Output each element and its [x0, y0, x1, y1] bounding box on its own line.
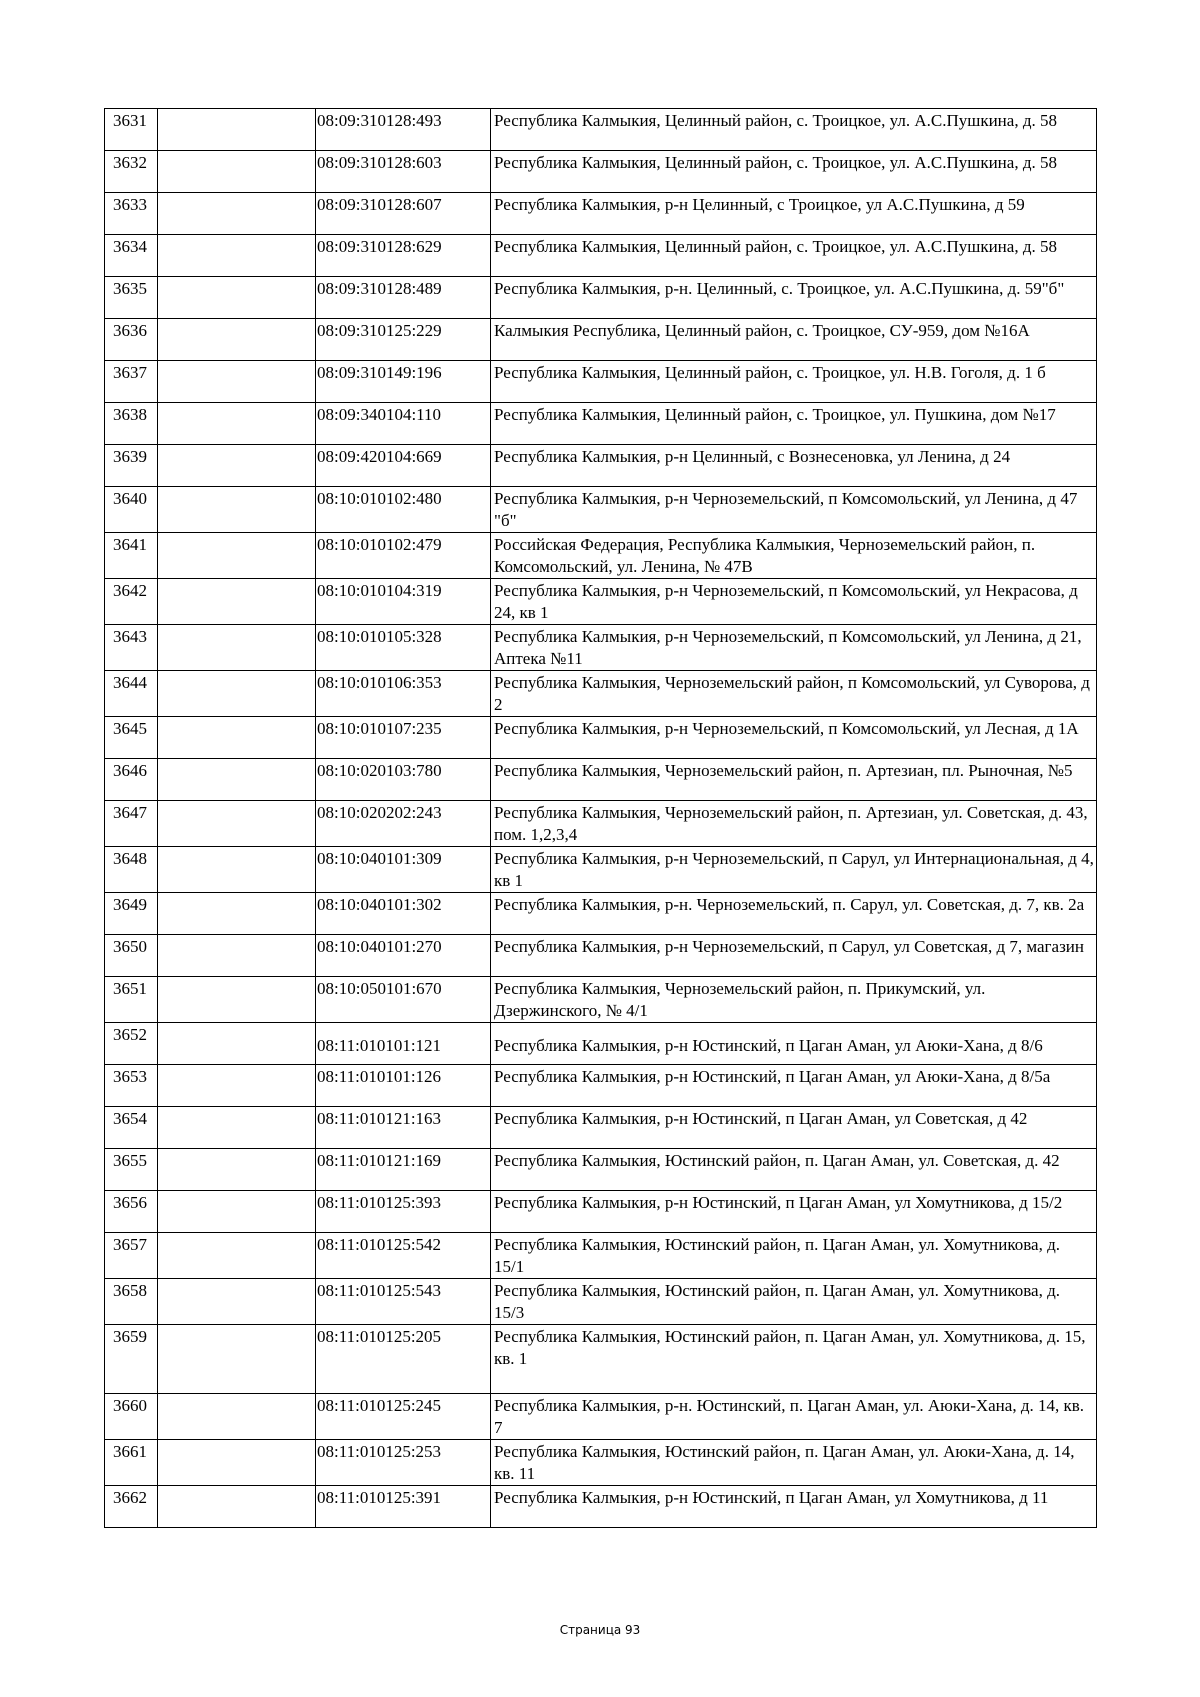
table-row — [105, 403, 1097, 445]
empty-cell — [158, 533, 316, 579]
cadastral-number-cell: 08:11:010125:543 — [316, 1279, 491, 1325]
table-row — [105, 445, 1097, 487]
row-number-cell: 3640 — [105, 487, 158, 533]
row-number-cell: 3651 — [105, 977, 158, 1023]
empty-cell — [158, 235, 316, 277]
empty-cell — [158, 1486, 316, 1528]
address-cell: Республика Калмыкия, Юстинский район, п. Цаган Аман, ул. Советская, д. 42 — [491, 1149, 1097, 1191]
cadastral-number-cell: 08:11:010125:393 — [316, 1191, 491, 1233]
registry-table — [104, 108, 1097, 1528]
cadastral-number-cell: 08:10:020202:243 — [316, 801, 491, 847]
address-cell: Республика Калмыкия, Черноземельский район, п. Прикумский, ул. Дзержинского, № 4/1 — [491, 977, 1097, 1023]
cadastral-number-cell: 08:09:310128:607 — [316, 193, 491, 235]
cadastral-number-cell: 08:11:010121:169 — [316, 1149, 491, 1191]
empty-cell — [158, 801, 316, 847]
row-number-cell: 3632 — [105, 151, 158, 193]
address-cell: Республика Калмыкия, р-н Черноземельский, п Комсомольский, ул Ленина, д 21, Аптека №11 — [491, 625, 1097, 671]
table-row — [105, 319, 1097, 361]
row-number-cell: 3661 — [105, 1440, 158, 1486]
empty-cell — [158, 1279, 316, 1325]
table-row — [105, 935, 1097, 977]
table-row — [105, 533, 1097, 579]
address-cell: Республика Калмыкия, Юстинский район, п. Цаган Аман, ул. Аюки-Хана, д. 14, кв. 11 — [491, 1440, 1097, 1486]
table-row — [105, 193, 1097, 235]
cadastral-number-cell: 08:09:310128:629 — [316, 235, 491, 277]
address-cell: Республика Калмыкия, р-н Юстинский, п Цаган Аман, ул Аюки-Хана, д 8/6 — [491, 1023, 1097, 1065]
table-row — [105, 1325, 1097, 1394]
row-number-cell: 3658 — [105, 1279, 158, 1325]
address-cell: Российская Федерация, Республика Калмыкия, Черноземельский район, п. Комсомольский, ул. Ленина, № 47В — [491, 533, 1097, 579]
empty-cell — [158, 109, 316, 151]
row-number-cell: 3644 — [105, 671, 158, 717]
table-row — [105, 361, 1097, 403]
table-row — [105, 277, 1097, 319]
address-cell: Республика Калмыкия, р-н. Черноземельский, п. Сарул, ул. Советская, д. 7, кв. 2а — [491, 893, 1097, 935]
cadastral-number-cell: 08:11:010101:121 — [316, 1023, 491, 1065]
table-row — [105, 1279, 1097, 1325]
cadastral-number-cell: 08:09:310128:489 — [316, 277, 491, 319]
empty-cell — [158, 403, 316, 445]
address-cell: Республика Калмыкия, р-н Черноземельский, п Сарул, ул Советская, д 7, магазин — [491, 935, 1097, 977]
cadastral-number-cell: 08:10:010106:353 — [316, 671, 491, 717]
table-row — [105, 1065, 1097, 1107]
row-number-cell: 3635 — [105, 277, 158, 319]
cadastral-number-cell: 08:10:040101:302 — [316, 893, 491, 935]
table-row — [105, 579, 1097, 625]
table-row — [105, 625, 1097, 671]
table-row — [105, 801, 1097, 847]
table-row — [105, 893, 1097, 935]
row-number-cell: 3633 — [105, 193, 158, 235]
cadastral-number-cell: 08:10:020103:780 — [316, 759, 491, 801]
row-number-cell: 3652 — [105, 1023, 158, 1065]
address-cell: Республика Калмыкия, р-н Юстинский, п Цаган Аман, ул Советская, д 42 — [491, 1107, 1097, 1149]
empty-cell — [158, 1325, 316, 1394]
empty-cell — [158, 579, 316, 625]
address-cell: Республика Калмыкия, Юстинский район, п. Цаган Аман, ул. Хомутникова, д. 15/1 — [491, 1233, 1097, 1279]
table-row — [105, 235, 1097, 277]
address-cell: Калмыкия Республика, Целинный район, с. Троицкое, СУ-959, дом №16А — [491, 319, 1097, 361]
empty-cell — [158, 1023, 316, 1065]
row-number-cell: 3659 — [105, 1325, 158, 1394]
address-cell: Республика Калмыкия, р-н Черноземельский, п Комсомольский, ул Некрасова, д 24, кв 1 — [491, 579, 1097, 625]
table-row — [105, 847, 1097, 893]
empty-cell — [158, 193, 316, 235]
table-row — [105, 151, 1097, 193]
cadastral-number-cell: 08:09:310128:603 — [316, 151, 491, 193]
address-cell: Республика Калмыкия, Целинный район, с. Троицкое, ул. Пушкина, дом №17 — [491, 403, 1097, 445]
empty-cell — [158, 893, 316, 935]
empty-cell — [158, 1440, 316, 1486]
empty-cell — [158, 319, 316, 361]
row-number-cell: 3642 — [105, 579, 158, 625]
cadastral-number-cell: 08:09:310149:196 — [316, 361, 491, 403]
address-cell: Республика Калмыкия, р-н Черноземельский, п Сарул, ул Интернациональная, д 4, кв 1 — [491, 847, 1097, 893]
address-cell: Республика Калмыкия, р-н. Юстинский, п. Цаган Аман, ул. Аюки-Хана, д. 14, кв. 7 — [491, 1394, 1097, 1440]
cadastral-number-cell: 08:09:310128:493 — [316, 109, 491, 151]
cadastral-number-cell: 08:10:010105:328 — [316, 625, 491, 671]
cadastral-number-cell: 08:10:010104:319 — [316, 579, 491, 625]
address-cell: Республика Калмыкия, р-н Юстинский, п Цаган Аман, ул Аюки-Хана, д 8/5а — [491, 1065, 1097, 1107]
row-number-cell: 3631 — [105, 109, 158, 151]
empty-cell — [158, 361, 316, 403]
row-number-cell: 3655 — [105, 1149, 158, 1191]
row-number-cell: 3656 — [105, 1191, 158, 1233]
table-body — [105, 109, 1097, 1528]
empty-cell — [158, 1107, 316, 1149]
cadastral-number-cell: 08:09:310125:229 — [316, 319, 491, 361]
cadastral-number-cell: 08:11:010125:245 — [316, 1394, 491, 1440]
address-cell: Республика Калмыкия, Целинный район, с. Троицкое, ул. А.С.Пушкина, д. 58 — [491, 235, 1097, 277]
empty-cell — [158, 151, 316, 193]
address-cell: Республика Калмыкия, р-н. Целинный, с. Троицкое, ул. А.С.Пушкина, д. 59"б" — [491, 277, 1097, 319]
table-row — [105, 487, 1097, 533]
table-row — [105, 1107, 1097, 1149]
address-cell: Республика Калмыкия, р-н Черноземельский, п Комсомольский, ул Лесная, д 1А — [491, 717, 1097, 759]
row-number-cell: 3657 — [105, 1233, 158, 1279]
row-number-cell: 3641 — [105, 533, 158, 579]
row-number-cell: 3636 — [105, 319, 158, 361]
cadastral-number-cell: 08:11:010101:126 — [316, 1065, 491, 1107]
empty-cell — [158, 847, 316, 893]
address-cell: Республика Калмыкия, Целинный район, с. Троицкое, ул. А.С.Пушкина, д. 58 — [491, 151, 1097, 193]
empty-cell — [158, 1191, 316, 1233]
empty-cell — [158, 671, 316, 717]
table-row — [105, 1394, 1097, 1440]
cadastral-number-cell: 08:10:010102:479 — [316, 533, 491, 579]
table-row — [105, 717, 1097, 759]
row-number-cell: 3647 — [105, 801, 158, 847]
address-cell: Республика Калмыкия, Черноземельский район, п Комсомольский, ул Суворова, д 2 — [491, 671, 1097, 717]
row-number-cell: 3648 — [105, 847, 158, 893]
empty-cell — [158, 487, 316, 533]
empty-cell — [158, 1394, 316, 1440]
empty-cell — [158, 1065, 316, 1107]
cadastral-number-cell: 08:11:010121:163 — [316, 1107, 491, 1149]
empty-cell — [158, 717, 316, 759]
address-cell: Республика Калмыкия, р-н Целинный, с Троицкое, ул А.С.Пушкина, д 59 — [491, 193, 1097, 235]
address-cell: Республика Калмыкия, Юстинский район, п. Цаган Аман, ул. Хомутникова, д. 15, кв. 1 — [491, 1325, 1097, 1394]
empty-cell — [158, 935, 316, 977]
address-cell: Республика Калмыкия, р-н Юстинский, п Цаган Аман, ул Хомутникова, д 11 — [491, 1486, 1097, 1528]
address-cell: Республика Калмыкия, р-н Целинный, с Вознесеновка, ул Ленина, д 24 — [491, 445, 1097, 487]
cadastral-number-cell: 08:11:010125:542 — [316, 1233, 491, 1279]
table-row — [105, 1023, 1097, 1065]
table-row — [105, 671, 1097, 717]
row-number-cell: 3653 — [105, 1065, 158, 1107]
address-cell: Республика Калмыкия, Целинный район, с. Троицкое, ул. А.С.Пушкина, д. 58 — [491, 109, 1097, 151]
empty-cell — [158, 1149, 316, 1191]
row-number-cell: 3637 — [105, 361, 158, 403]
cadastral-number-cell: 08:09:420104:669 — [316, 445, 491, 487]
row-number-cell: 3643 — [105, 625, 158, 671]
row-number-cell: 3662 — [105, 1486, 158, 1528]
table-row — [105, 977, 1097, 1023]
address-cell: Республика Калмыкия, р-н Юстинский, п Цаган Аман, ул Хомутникова, д 15/2 — [491, 1191, 1097, 1233]
table-row — [105, 1191, 1097, 1233]
empty-cell — [158, 977, 316, 1023]
row-number-cell: 3654 — [105, 1107, 158, 1149]
row-number-cell: 3646 — [105, 759, 158, 801]
table-row — [105, 1486, 1097, 1528]
table-row — [105, 1440, 1097, 1486]
page-number: Страница 93 — [559, 1623, 641, 1637]
row-number-cell: 3638 — [105, 403, 158, 445]
empty-cell — [158, 1233, 316, 1279]
address-cell: Республика Калмыкия, Юстинский район, п. Цаган Аман, ул. Хомутникова, д. 15/3 — [491, 1279, 1097, 1325]
cadastral-number-cell: 08:10:050101:670 — [316, 977, 491, 1023]
row-number-cell: 3660 — [105, 1394, 158, 1440]
empty-cell — [158, 277, 316, 319]
row-number-cell: 3634 — [105, 235, 158, 277]
empty-cell — [158, 625, 316, 671]
cadastral-number-cell: 08:11:010125:205 — [316, 1325, 491, 1394]
cadastral-number-cell: 08:10:010102:480 — [316, 487, 491, 533]
address-cell: Республика Калмыкия, Черноземельский район, п. Артезиан, пл. Рыночная, №5 — [491, 759, 1097, 801]
cadastral-number-cell: 08:10:040101:270 — [316, 935, 491, 977]
row-number-cell: 3639 — [105, 445, 158, 487]
table-row — [105, 1233, 1097, 1279]
row-number-cell: 3649 — [105, 893, 158, 935]
empty-cell — [158, 445, 316, 487]
cadastral-number-cell: 08:11:010125:253 — [316, 1440, 491, 1486]
table-row — [105, 759, 1097, 801]
address-cell: Республика Калмыкия, Черноземельский район, п. Артезиан, ул. Советская, д. 43, пом. 1,2,3,4 — [491, 801, 1097, 847]
address-cell: Республика Калмыкия, Целинный район, с. Троицкое, ул. Н.В. Гоголя, д. 1 б — [491, 361, 1097, 403]
row-number-cell: 3645 — [105, 717, 158, 759]
cadastral-number-cell: 08:09:340104:110 — [316, 403, 491, 445]
cadastral-number-cell: 08:10:010107:235 — [316, 717, 491, 759]
cadastral-number-cell: 08:10:040101:309 — [316, 847, 491, 893]
cadastral-number-cell: 08:11:010125:391 — [316, 1486, 491, 1528]
address-cell: Республика Калмыкия, р-н Черноземельский, п Комсомольский, ул Ленина, д 47 "б" — [491, 487, 1097, 533]
table-row — [105, 1149, 1097, 1191]
empty-cell — [158, 759, 316, 801]
table-row — [105, 109, 1097, 151]
row-number-cell: 3650 — [105, 935, 158, 977]
